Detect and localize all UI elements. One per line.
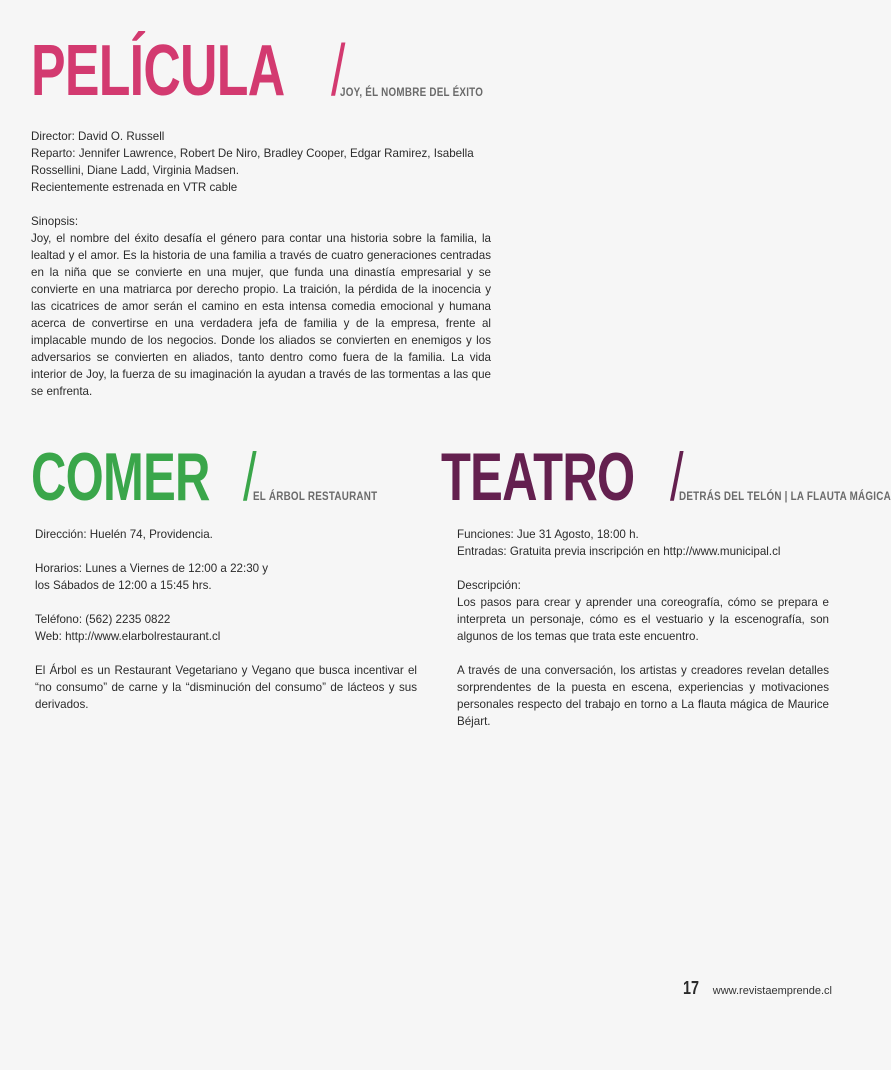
pelicula-reparto-line1: Reparto: Jennifer Lawrence, Robert De Niro, Bradley Cooper, Edgar Ramirez, Isabella — [31, 147, 474, 160]
comer-direccion: Dirección: Huelén 74, Providencia. — [35, 528, 213, 541]
teatro-descripcion-2: A través de una conversación, los artistas y creadores revelan detalles sorprendentes de la puesta en escena, experiencias y motivaciones personales respecto del trabajo en torno a La flauta mágica de Maurice Béjart. — [457, 664, 829, 728]
comer-horarios-line2: los Sábados de 12:00 a 15:45 hrs. — [35, 579, 212, 592]
comer-horarios-line1: Horarios: Lunes a Viernes de 12:00 a 22:30 y — [35, 562, 269, 575]
teatro-slash: / — [669, 438, 683, 515]
teatro-section — [441, 438, 891, 730]
comer-descripcion: El Árbol es un Restaurant Vegetariano y Vegano que busca incentivar el “no consumo” de carne y la “disminución del consumo” de lácteos y sus derivados. — [35, 664, 417, 711]
website-url: www.revistaemprende.cl — [712, 985, 832, 997]
teatro-entradas: Entradas: Gratuita previa inscripción en http://www.municipal.cl — [457, 545, 781, 558]
page-number: 17 — [682, 978, 699, 998]
page-footer — [681, 978, 832, 999]
comer-slash: / — [243, 438, 257, 515]
pelicula-heading — [31, 31, 491, 112]
pelicula-section — [31, 31, 491, 400]
pelicula-title: PELÍCULA — [31, 31, 285, 112]
comer-heading — [31, 438, 417, 515]
comer-web: Web: http://www.elarbolrestaurant.cl — [35, 630, 221, 643]
teatro-descripcion-label: Descripción: — [457, 579, 521, 592]
teatro-descripcion: Los pasos para crear y aprender una coreografía, cómo se prepara e interpreta un personaje, cómo es el vestuario y la escenografía, son algunos de los temas que trata este encuentro. — [457, 596, 829, 643]
comer-subtitle: EL ÁRBOL RESTAURANT — [253, 489, 378, 503]
comer-section — [31, 438, 417, 713]
pelicula-sinopsis: Joy, el nombre del éxito desafía el género para contar una historia sobre la familia, la lealtad y el amor. Es la historia de una familia a través de cuatro generaciones centradas en la niña que se convierte en una mujer, que funda una dinastía empresarial y se convierte en una matriarca por derecho propio. La traición, la pérdida de la inocencia y las cicatrices de amor serán el camino en esta intensa comedia emocional y humana acerca de convertirse en una verdadera jefa de familia y de la empresa, frente al implacable mundo de los negocios. Donde los aliados se convierten en enemigos y los adversarios se convierten en aliados, tanto dentro como fuera de la familia. La vida interior de Joy, la fuerza de su imaginación la ayudan a través de las tormentas a las que se enfrenta. — [31, 232, 491, 398]
comer-title: COMER — [31, 438, 210, 515]
pelicula-slash: / — [331, 31, 345, 112]
teatro-subtitle: DETRÁS DEL TELÓN | LA FLAUTA MÁGICA — [679, 489, 891, 503]
teatro-heading — [441, 438, 891, 515]
pelicula-director: Director: David O. Russell — [31, 130, 165, 143]
pelicula-reparto-line2: Rossellini, Diane Ladd, Virginia Madsen. — [31, 164, 239, 177]
teatro-title: TEATRO — [441, 438, 635, 515]
pelicula-subtitle: JOY, ÉL NOMBRE DEL ÉXITO — [340, 85, 484, 99]
pelicula-estreno: Recientemente estrenada en VTR cable — [31, 181, 238, 194]
teatro-funciones: Funciones: Jue 31 Agosto, 18:00 h. — [457, 528, 639, 541]
pelicula-sinopsis-label: Sinopsis: — [31, 215, 79, 228]
comer-telefono: Teléfono: (562) 2235 0822 — [35, 613, 171, 626]
